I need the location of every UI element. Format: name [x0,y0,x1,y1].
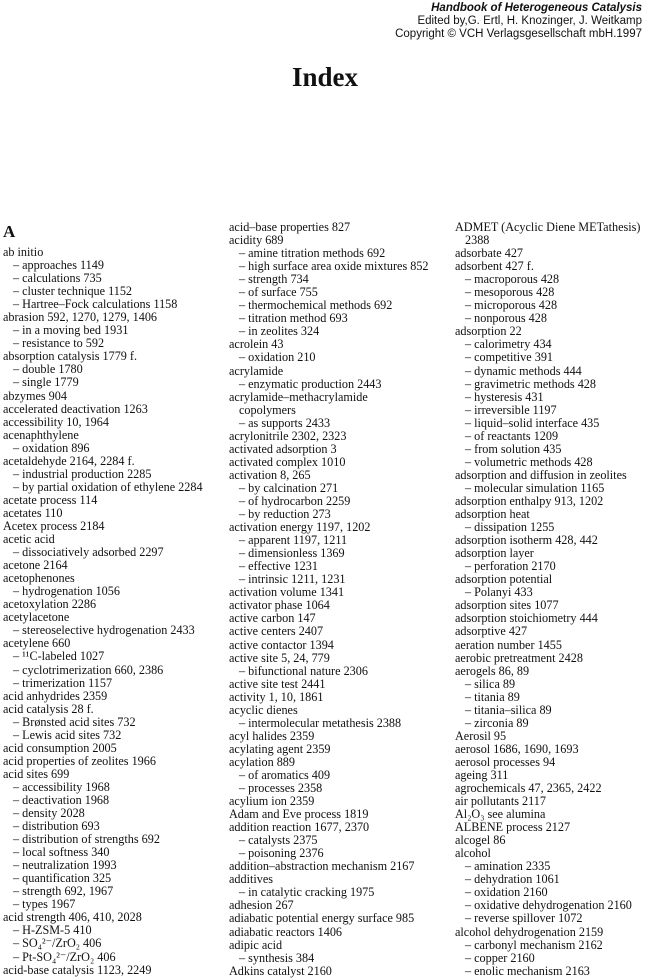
index-entry: acid–base properties 827 [229,220,351,234]
index-entry: active centers 2407 [229,624,324,639]
index-entry: activation energy 1197, 1202 [229,520,371,535]
index-entry: – by partial oxidation of ethylene 2284 [13,479,203,494]
index-entry: – Polanyi 433 [465,585,533,600]
index-entry: copolymers [239,402,296,417]
index-entry: alcohol [455,846,491,861]
index-entry: abzymes 904 [3,388,67,403]
index-entry: – strength 692, 1967 [13,884,114,899]
index-entry: – hysteresis 431 [465,389,544,404]
index-entry: – competitive 391 [465,350,554,365]
index-entry: – in catalytic cracking 1975 [239,885,375,900]
index-entry: Al₂O₃ see alumina [455,807,546,822]
index-entry: acrylamide–methacrylamide [229,389,368,404]
index-entry: active site 5, 24, 779 [229,650,330,665]
book-copyright: Copyright © VCH Verlagsgesellschaft mbH.1997 [395,28,642,40]
index-entry: aerosol 1686, 1690, 1693 [455,741,579,756]
index-entry: acid properties of zeolites 1966 [3,753,156,768]
index-entry: ageing 311 [455,767,509,782]
index-entry: ADMET (Acyclic Diene METathesis) [455,220,641,234]
page-title: Index [291,62,359,92]
index-entry: – strength 734 [239,272,309,287]
index-entry: – cyclotrimerization 660, 2386 [13,662,164,677]
index-entry: acid strength 406, 410, 2028 [3,910,142,925]
index-entry: – in a moving bed 1931 [13,323,129,338]
index-entry: accelerated deactivation 1263 [3,401,148,416]
index-entry: – liquid–solid interface 435 [465,415,600,430]
index-entry: aerogels 86, 89 [455,663,530,678]
index-entry: addition–abstraction mechanism 2167 [229,859,415,874]
index-entry: – local softness 340 [13,845,110,860]
index-entry: adiabatic potential energy surface 985 [229,911,415,926]
index-entry: adsorption heat [455,507,530,522]
index-entry: acetone 2164 [3,558,68,573]
index-entry: acetaldehyde 2164, 2284 f. [3,453,135,468]
index-entry: adsorption stoichiometry 444 [455,611,598,626]
index-entry: ALBENE process 2127 [455,820,571,835]
index-entry: Adam and Eve process 1819 [229,807,369,822]
index-entry: – single 1779 [13,375,79,390]
index-entry: active site test 2441 [229,676,326,691]
index-entry: aerosol processes 94 [455,754,556,769]
index-entry: active contactor 1394 [229,637,334,652]
index-entry: – oxidation 896 [13,440,90,455]
index-entry: – apparent 1197, 1211 [239,533,348,548]
index-entry: – poisoning 2376 [239,846,324,861]
index-entry: adsorption and diffusion in zeolites [455,467,627,482]
index-entry: abrasion 592, 1270, 1279, 1406 [3,310,158,325]
index-entry: acyl halides 2359 [229,728,315,743]
index-entry: – titration method 693 [239,311,348,326]
section-letter: A [3,222,16,241]
index-entry: acetylacetone [3,610,70,625]
index-entry: – ¹¹C-labeled 1027 [13,649,105,664]
index-entry: – of surface 755 [239,285,318,300]
index-entry: – copper 2160 [465,950,535,965]
index-entry: adhesion 267 [229,898,294,913]
index-entry: adipic acid [229,937,283,952]
index-entry: activity 1, 10, 1861 [229,689,324,704]
index-entry: – thermochemical methods 692 [239,298,393,313]
index-entry: acylium ion 2359 [229,794,315,809]
index-entry: – processes 2358 [239,781,323,796]
index-entry: – oxidation 2160 [465,885,548,900]
index-column-1 [3,221,215,977]
index-entry: acid consumption 2005 [3,740,117,755]
index-entry: acidity 689 [229,233,284,248]
index-entry: activation 8, 265 [229,467,311,482]
index-entry: – effective 1231 [239,559,318,574]
index-entry: accessibility 10, 1964 [3,414,109,429]
index-entry: – dissociatively adsorbed 2297 [13,545,164,560]
index-entry: – microporous 428 [465,298,558,313]
index-entry: – synthesis 384 [239,950,315,965]
index-entry: alcohol dehydrogenation 2159 [455,924,604,939]
index-entry: adsorption 22 [455,324,522,339]
index-entry: – molecular simulation 1165 [465,480,605,495]
book-title: Handbook of Heterogeneous Catalysis [431,2,642,14]
index-entry: aeration number 1455 [455,637,562,652]
index-entry: – high surface area oxide mixtures 852 [239,259,429,274]
index-entry: – amination 2335 [465,859,551,874]
index-entry: absorption catalysis 1779 f. [3,349,138,364]
index-entry: activated adsorption 3 [229,441,337,456]
index-entry: – silica 89 [465,676,516,691]
index-entry: – stereoselective hydrogenation 2433 [13,623,195,638]
index-entry: – mesoporous 428 [465,285,555,300]
index-entry: acid catalysis 28 f. [3,701,94,716]
index-entry: – carbonyl mechanism 2162 [465,937,603,952]
index-entry: – deactivation 1968 [13,792,110,807]
index-entry: – perforation 2170 [465,559,556,574]
index-entry: – intermolecular metathesis 2388 [239,715,402,730]
index-entry: – accessibility 1968 [13,779,110,794]
index-entry: – by reduction 273 [239,507,331,522]
index-entry: – cluster technique 1152 [13,284,133,299]
index-entry: – approaches 1149 [13,258,104,273]
index-entry: – oxidation 210 [239,350,316,365]
index-entry: Adkins catalyst 2160 [229,963,332,978]
index-column-2 [229,221,441,978]
index-entry: adsorption layer [455,546,534,561]
index-entry: adsorption potential [455,572,553,587]
index-entry: acrylonitrile 2302, 2323 [229,428,347,443]
index-entry: – titania 89 [465,689,520,704]
index-entry: – distribution of strengths 692 [13,832,160,847]
index-entry: – from solution 435 [465,441,562,456]
index-entry: acid anhydrides 2359 [3,688,108,703]
index-entry: – quantification 325 [13,871,112,886]
index-entry: acetate process 114 [3,492,98,507]
index-entry: – catalysts 2375 [239,833,318,848]
index-entry: adsorbent 427 f. [455,259,534,274]
index-entry: acetoxylation 2286 [3,597,97,612]
index-entry: – macroporous 428 [465,272,560,287]
index-entry: adsorption sites 1077 [455,598,559,613]
index-entry: activation volume 1341 [229,585,345,600]
index-entry: acetophenones [3,571,75,586]
index-entry: – Pt-SO₄²⁻/ZrO₂ 406 [13,949,116,964]
index-entry: adsorption isotherm 428, 442 [455,533,598,548]
index-entry: – Brønsted acid sites 732 [13,714,136,729]
index-entry: – reverse spillover 1072 [465,911,583,926]
index-entry: 2388 [465,233,490,248]
index-entry: alcogel 86 [455,833,506,848]
index-entry: activated complex 1010 [229,454,346,469]
index-entry: aerobic pretreatment 2428 [455,650,583,665]
index-entry: air pollutants 2117 [455,794,546,809]
index-entry: – titania–silica 89 [465,702,552,717]
index-entry: – amine titration methods 692 [239,246,386,261]
index-entry: – enzymatic production 2443 [239,376,382,391]
index-entry: adsorbate 427 [455,246,524,261]
index-entry: – oxidative dehydrogenation 2160 [465,898,632,913]
index-entry: – trimerization 1157 [13,675,113,690]
index-entry: adsorption enthalpy 913, 1202 [455,493,604,508]
index-entry: – gravimetric methods 428 [465,376,596,391]
index-entry: – nonporous 428 [465,311,547,326]
index-entry: acid-base catalysis 1123, 2249 [3,962,152,977]
index-entry: – calculations 735 [13,271,102,286]
index-entry: – as supports 2433 [239,415,331,430]
index-entry: – Lewis acid sites 732 [13,727,122,742]
index-entry: – dissipation 1255 [465,520,555,535]
index-entry: Acetex process 2184 [3,518,105,533]
index-entry: acyclic dienes [229,702,298,717]
index-entry: – SO₄²⁻/ZrO₂ 406 [13,936,102,951]
index-entry: – dehydration 1061 [465,872,560,887]
index-entry: acetic acid [3,532,55,547]
index-entry: acrolein 43 [229,337,284,352]
index-entry: – intrinsic 1211, 1231 [239,572,346,587]
index-entry: – neutralization 1993 [13,858,117,873]
index-entry: – calorimetry 434 [465,337,552,352]
index-entry: acenaphthylene [3,427,79,442]
index-entry: additives [229,872,274,887]
index-entry: – in zeolites 324 [239,324,320,339]
index-entry: acid sites 699 [3,766,70,781]
index-entry: – double 1780 [13,362,83,377]
index-entry: ab initio [3,245,44,259]
index-entry: – hydrogenation 1056 [13,584,120,599]
index-entry: agrochemicals 47, 2365, 2422 [455,781,602,796]
index-entry: – types 1967 [13,897,76,912]
index-entry: acylation 889 [229,754,295,769]
publication-header [282,2,642,41]
index-entry: acetates 110 [3,505,63,520]
index-entry: – H-ZSM-5 410 [13,923,92,938]
index-entry: – distribution 693 [13,819,100,834]
index-entry: – bifunctional nature 2306 [239,663,368,678]
index-entry: addition reaction 1677, 2370 [229,820,370,835]
index-entry: – industrial production 2285 [13,466,152,481]
index-entry: – by calcination 271 [239,480,339,495]
index-entry: – of reactants 1209 [465,428,559,443]
index-entry: – enolic mechanism 2163 [465,963,590,978]
index-entry: acylating agent 2359 [229,741,331,756]
index-entry: – Hartree–Fock calculations 1158 [13,297,178,312]
index-entry: active carbon 147 [229,611,316,626]
index-entry: acrylamide [229,363,284,378]
index-entry: – dimensionless 1369 [239,546,345,561]
index-entry: – of aromatics 409 [239,767,331,782]
index-entry: Aerosil 95 [455,728,507,743]
index-entry: adiabatic reactors 1406 [229,924,343,939]
index-column-3 [455,221,649,978]
index-entry: acetylene 660 [3,636,71,651]
index-entry: – zirconia 89 [465,715,529,730]
index-entry: – volumetric methods 428 [465,454,593,469]
index-entry: – irreversible 1197 [465,402,557,417]
index-entry: – of hydrocarbon 2259 [239,493,351,508]
index-entry: – density 2028 [13,806,85,821]
book-editors: Edited by,G. Ertl, H. Knozinger, J. Weitkamp [417,15,642,27]
index-entry: – resistance to 592 [13,336,105,351]
index-entry: – dynamic methods 444 [465,363,582,378]
index-entry: adsorptive 427 [455,624,528,639]
index-entry: activator phase 1064 [229,598,330,613]
